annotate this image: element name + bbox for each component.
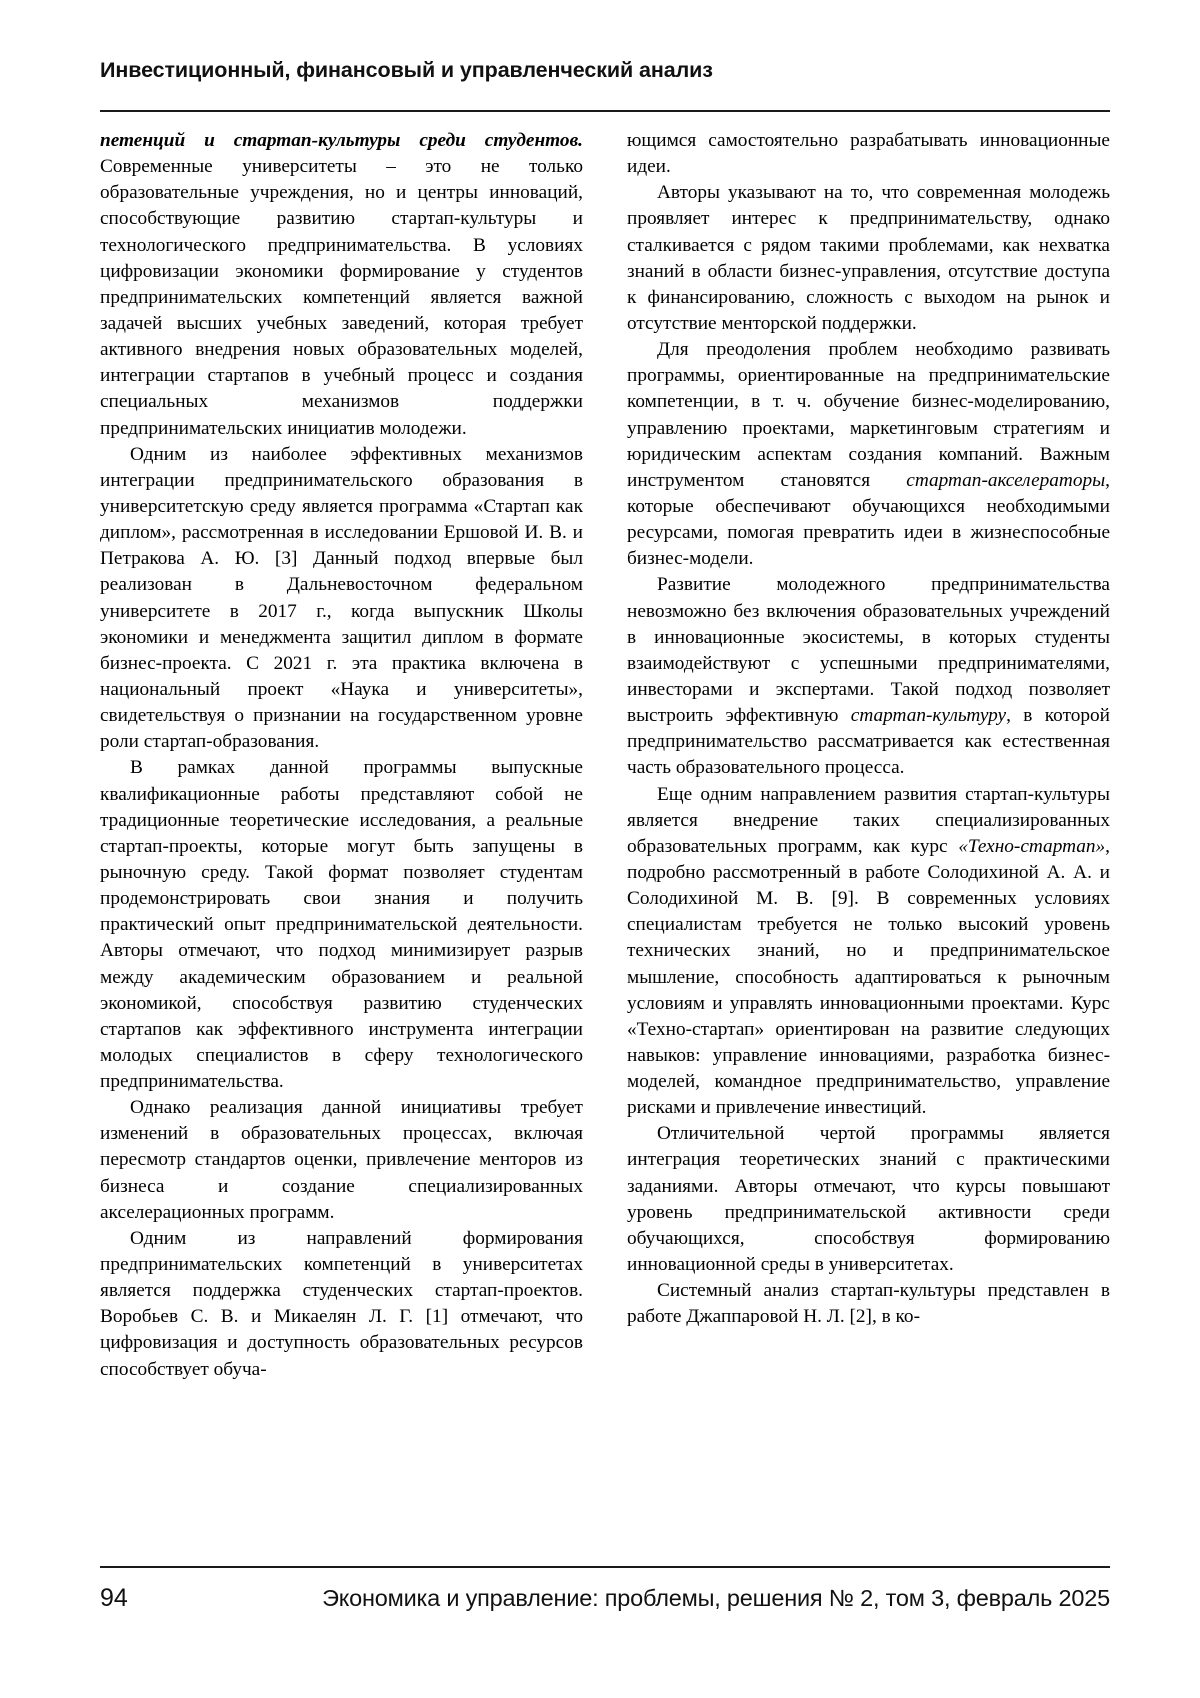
- paragraph-text: Современные университеты – это не только образовательные учреждения, но и центры инноваций, способствующие развитию стартап-культуры и технологического предпринимательства. В условиях цифровизации экономики формирование у студентов предпринимательских компетенций является важной задачей высших учебных заведений, которая требует активного внедрения новых образовательных моделей, интеграции стартапов в учебный процесс и создания специальных механизмов поддержки предпринимательских инициатив молодежи.: [100, 156, 583, 439]
- body-columns: [100, 128, 1110, 1383]
- paragraph: Одним из направлений формирования предпринимательских компетенций в университетах является поддержка студенческих стартап-проектов. Воробьев С. В. и Микаелян Л. Г. [1] отмечают, что цифровизация и доступность образовательных ресурсов способствует обуча-: [100, 1227, 583, 1380]
- paragraph: [627, 782, 1110, 1122]
- emphasis-term: стартап-культуру: [850, 705, 1007, 727]
- paragraph: Однако реализация данной инициативы требует изменений в образовательных процессах, включая пересмотр стандартов оценки, привлечение менторов из бизнеса и создание специализированных акселерационных программ.: [100, 1097, 583, 1223]
- paragraph-lead: петенций и стартап-культуры среди студентов.: [100, 130, 583, 151]
- paragraph-text: Еще одним направлением развития стартап-культуры является внедрение таких специализированных образовательных программ, как курс: [627, 783, 1110, 857]
- page-number: 94: [100, 1584, 128, 1612]
- paragraph: ющимся самостоятельно разрабатывать инновационные идеи.: [627, 130, 1110, 178]
- paragraph-text: , подробно рассмотренный в работе Солодихиной А. А. и Солодихиной М. В. [9]. В современных условиях специалистам требуется не только высокий уровень технических знаний, но и предпринимательское мышление, способность адаптироваться к рыночным условиям и управлять инновационными проектами. Курс «Техно-стартап» ориентирован на развитие следующих навыков: управление инновациями, разработка бизнес-моделей, командное предпринимательство, управление рисками и привлечение инвестиций.: [627, 835, 1110, 1119]
- header-divider: [100, 110, 1110, 112]
- paragraph-text: , в которой предпринимательство рассматривается как естественная часть образовательного процесса.: [627, 705, 1110, 779]
- column-left: [100, 128, 583, 1383]
- paragraph: Системный анализ стартап-культуры представлен в работе Джаппаровой Н. Л. [2], в ко-: [627, 1280, 1110, 1328]
- paragraph: Авторы указывают на то, что современная молодежь проявляет интерес к предпринимательству, однако сталкивается с рядом такими проблемами, как нехватка знаний в области бизнес-управления, отсутствие доступа к финансированию, сложность с выходом на рынок и отсутствие менторской поддержки.: [627, 182, 1110, 334]
- paragraph: Отличительной чертой программы является интеграция теоретических знаний с практическими заданиями. Авторы отмечают, что курсы повышают уровень предпринимательской активности среди обучающихся, способствуя формированию инновационной среды в университетах.: [627, 1123, 1110, 1276]
- paragraph-text: Для преодоления проблем необходимо развивать программы, ориентированные на предпринимательские компетенции, в т. ч. обучение бизнес-моделированию, управлению проектами, маркетинговым стратегиям и юридическим аспектам создания компаний. Важным инструментом становятся: [627, 339, 1110, 491]
- paragraph: В рамках данной программы выпускные квалификационные работы представляют собой не традиционные теоретические исследования, а реальные стартап-проекты, которые могут быть запущены в рыночную среду. Такой формат позволяет студентам продемонстрировать свои знания и получить практический опыт предпринимательской деятельности. Авторы отмечают, что подход минимизирует разрыв между академическим образованием и реальной экономикой, способствуя развитию студенческих стартапов как эффективного инструмента интеграции молодых специалистов в сферу технологического предпринимательства.: [100, 757, 583, 1093]
- paragraph: [627, 572, 1110, 781]
- emphasis-term: стартап-акселераторы: [906, 469, 1106, 491]
- footer-divider: [100, 1566, 1110, 1568]
- column-right: [627, 128, 1110, 1383]
- paragraph-text: , которые обеспечивают обучающихся необходимыми ресурсами, помогая превратить идеи в жизнеспособные бизнес-модели.: [627, 469, 1110, 570]
- emphasis-term: «Техно-стартап»: [958, 835, 1106, 857]
- paragraph: [627, 337, 1110, 572]
- section-title: Инвестиционный, финансовый и управленческий анализ: [100, 58, 713, 82]
- journal-reference: Экономика и управление: проблемы, решения № 2, том 3, февраль 2025: [322, 1585, 1110, 1611]
- paragraph: [100, 128, 583, 442]
- running-header: [100, 58, 1110, 83]
- page-footer: [100, 1584, 1110, 1613]
- paragraph-text: Развитие молодежного предпринимательства невозможно без включения образовательных учреждений в инновационные экосистемы, в которых студенты взаимодействуют с успешными предпринимателями, инвесторами и экспертами. Такой подход позволяет выстроить эффективную: [627, 574, 1110, 727]
- paragraph: Одним из наиболее эффективных механизмов интеграции предпринимательского образования в университетскую среду является программа «Стартап как диплом», рассмотренная в исследовании Ершовой И. В. и Петракова А. Ю. [3] Данный подход впервые был реализован в Дальневосточном федеральном университете в 2017 г., когда выпускник Школы экономики и менеджмента защитил диплом в формате бизнес-проекта. С 2021 г. эта практика включена в национальный проект «Наука и университеты», свидетельствуя о признании на государственном уровне роли стартап-образования.: [100, 443, 583, 753]
